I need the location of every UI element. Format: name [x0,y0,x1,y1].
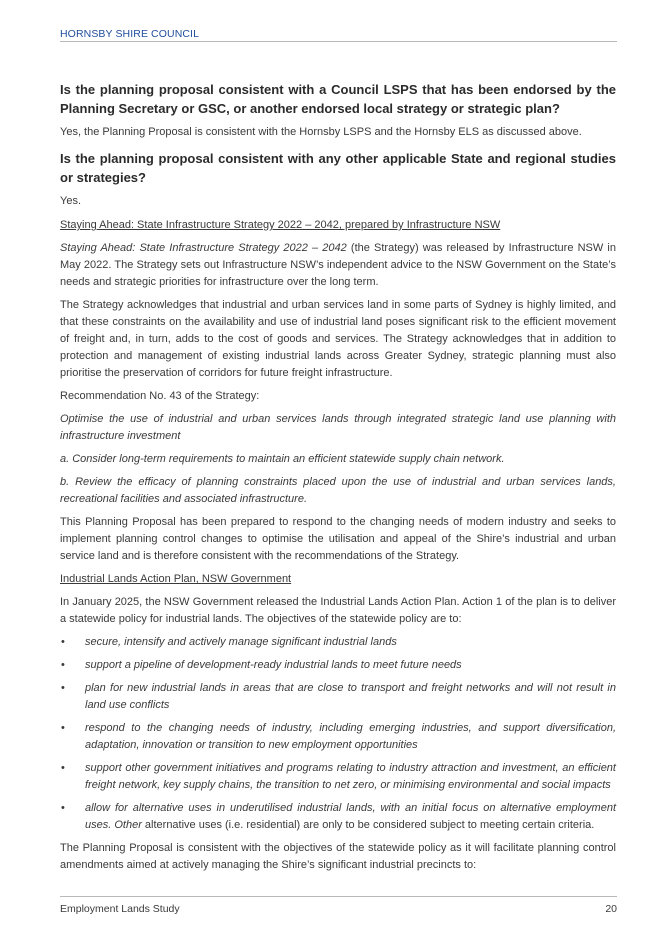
recommendation-label: Recommendation No. 43 of the Strategy: [60,390,260,402]
strategy-name: Staying Ahead: State Infrastructure Strategy 2022 – 2042 [60,242,347,254]
list-item-text: support other government initiatives and programs relating to industry attraction and investment, an efficient freight network, key supply chains, the transition to net zero, or minimising environmental and social impacts [85,762,616,791]
section-1-title: Staying Ahead: State Infrastructure Strategy 2022 – 2042, prepared by Infrastructure NSW [60,219,501,231]
recommendation-title: Optimise the use of industrial and urban services lands through integrated strategic land use planning with infrastructure investment [60,413,616,442]
question-2-heading: Is the planning proposal consistent with any other applicable State and regional studies or strategies? [60,151,616,185]
list-item [60,760,616,794]
action-plan-conclusion: The Planning Proposal is consistent with the objectives of the statewide policy as it will facilitate planning control amendments aimed at actively managing the Shire’s significant industrial precincts to: [60,842,616,871]
list-item-text: plan for new industrial lands in areas that are close to transport and freight networks and will not result in land use conflicts [85,682,616,711]
list-item [60,720,616,754]
list-item-text: respond to the changing needs of industry, including emerging industries, and support diversification, adaptation, innovation or transition to new employment opportunities [85,722,616,751]
list-item-text-regular: alternative uses (i.e. residential) are only to be considered subject to meeting certain criteria. [141,819,595,831]
list-item-text: support a pipeline of development-ready industrial lands to meet future needs [85,659,462,671]
question-2-answer: Yes. [60,195,82,207]
strategy-conclusion: This Planning Proposal has been prepared to respond to the changing needs of modern industry and seeks to implement planning control changes to optimise the utilisation and appeal of the Shire’s industrial and urban service land and is therefore consistent with the recommendations of the Strategy. [60,516,616,562]
list-item [60,657,616,674]
section-2-title: Industrial Lands Action Plan, NSW Government [60,573,292,585]
bullet-icon: • [61,659,65,671]
strategy-intro-paragraph [60,240,616,291]
page-number: 20 [605,903,617,915]
recommendation-item-b: b. Review the efficacy of planning constraints placed upon the use of industrial and urban services lands, recreational facilities and associated infrastructure. [60,476,616,505]
action-plan-intro: In January 2025, the NSW Government released the Industrial Lands Action Plan. Action 1 of the plan is to deliver a statewide policy for industrial lands. The objectives of the statewide policy are to: [60,596,616,625]
list-item-text-italic: allow for alternative uses in underutilised industrial lands, with an initial focus on alternative employment uses. Other [85,802,616,831]
list-item [60,634,616,651]
objectives-list [60,634,616,834]
page-footer [60,896,617,915]
header-org-name: HORNSBY SHIRE COUNCIL [60,28,200,40]
question-1-heading: Is the planning proposal consistent with a Council LSPS that has been endorsed by the Planning Secretary or GSC, or another endorsed local strategy or strategic plan? [60,82,616,116]
list-item-text: secure, intensify and actively manage significant industrial lands [85,636,397,648]
list-item [60,800,616,834]
bullet-icon: • [61,722,65,734]
question-1-answer: Yes, the Planning Proposal is consistent with the Hornsby LSPS and the Hornsby ELS as discussed above. [60,126,582,138]
footer-document-title: Employment Lands Study [60,903,180,915]
recommendation-item-a: a. Consider long-term requirements to maintain an efficient statewide supply chain network. [60,453,505,465]
page-content [60,80,616,874]
bullet-icon: • [61,682,65,694]
strategy-paragraph-2: The Strategy acknowledges that industrial and urban services land in some parts of Sydney is highly limited, and that these constraints on the availability and use of industrial land poses significant risk to the efficient movement of freight and, in turn, adds to the cost of goods and services. The Strategy acknowledges that in addition to protection and management of existing industrial lands across Greater Sydney, strategic planning must also prioritise the preservation of corridors for future freight infrastructure. [60,299,616,379]
page-header [60,24,617,42]
bullet-icon: • [61,762,65,774]
list-item [60,680,616,714]
strategy-intro-text: (the Strategy) was released by Infrastructure NSW in May 2022. The Strategy sets out Infrastructure NSW’s independent advice to the NSW Government on the State’s needs and strategic priorities for infrastructure over the long term. [60,242,616,288]
bullet-icon: • [61,802,65,814]
bullet-icon: • [61,636,65,648]
